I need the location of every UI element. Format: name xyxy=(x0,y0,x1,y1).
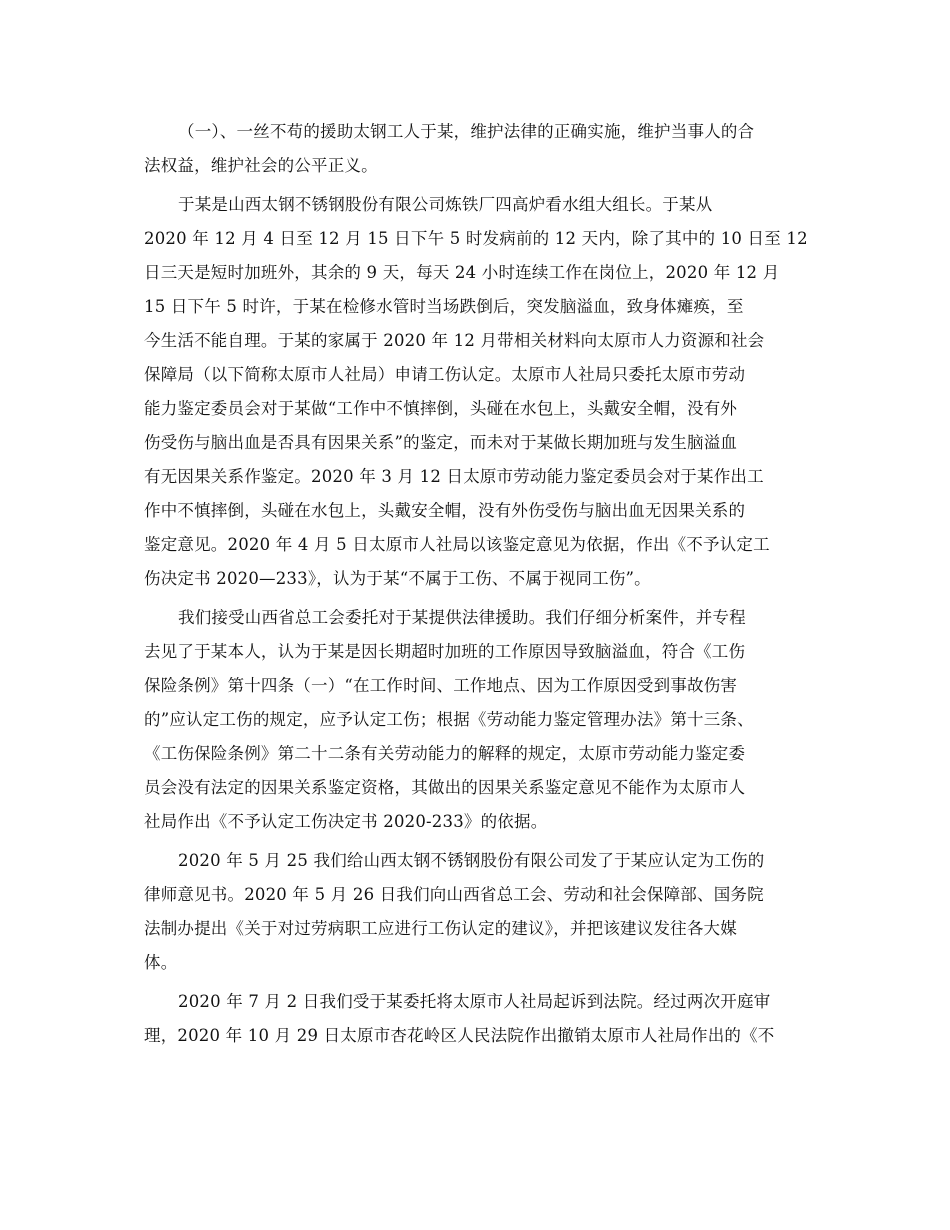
paragraph-3-line-7: 社局作出《不予认定工伤决定书 2020-233》的依据。 xyxy=(144,812,548,831)
paragraph-4-line-1: 2020 年 5 月 25 我们给山西太钢不锈钢股份有限公司发了于某应认定为工伤的 xyxy=(178,851,765,870)
paragraph-2-line-6: 保障局（以下简称太原市人社局）申请工伤认定。太原市人社局只委托太原市劳动 xyxy=(144,365,746,384)
paragraph-4-line-4: 体。 xyxy=(144,953,178,972)
paragraph-2-line-12: 伤决定书 2020—233》，认为于某“不属于工伤、不属于视同工伤”。 xyxy=(144,569,651,588)
paragraph-4-line-3: 法制办提出《关于对过劳病职工应进行工伤认定的建议》，并把该建议发往各大媒 xyxy=(144,919,737,938)
paragraph-2-line-8: 伤受伤与脑出血是否具有因果关系”的鉴定，而未对于某做长期加班与发生脑溢血 xyxy=(144,433,738,452)
paragraph-2-line-11: 鉴定意见。2020 年 4 月 5 日太原市人社局以该鉴定意见为依据，作出《不予认定工 xyxy=(144,535,770,554)
paragraph-2-line-10: 作中不慎摔倒，头碰在水包上，头戴安全帽，没有外伤受伤与脑出血无因果关系的 xyxy=(144,501,746,520)
paragraph-2-line-2: 2020 年 12 月 4 日至 12 月 15 日下午 5 时发病前的 12 天内，除了其中的 10 日至 12 xyxy=(144,229,808,248)
paragraph-3-line-5: 《工伤保险条例》第二十二条有关劳动能力的解释的规定，太原市劳动能力鉴定委 xyxy=(144,744,746,763)
paragraph-3-line-3: 保险条例》第十四条（一）“在工作时间、工作地点、因为工作原因受到事故伤害 xyxy=(144,676,738,695)
paragraph-2-line-9: 有无因果关系作鉴定。2020 年 3 月 12 日太原市劳动能力鉴定委员会对于某作出工 xyxy=(144,467,764,486)
paragraph-3-line-1: 我们接受山西省总工会委托对于某提供法律援助。我们仔细分析案件，并专程 xyxy=(178,608,746,627)
paragraph-2-line-4: 15 日下午 5 时许，于某在检修水管时当场跌倒后，突发脑溢血，致身体瘫痪，至 xyxy=(144,297,744,316)
paragraph-2-line-5: 今生活不能自理。于某的家属于 2020 年 12 月带相关材料向太原市人力资源和社会 xyxy=(144,331,765,350)
paragraph-2-line-7: 能力鉴定委员会对于某做“工作中不慎摔倒，头碰在水包上，头戴安全帽，没有外 xyxy=(144,399,738,418)
paragraph-3-line-4: 的”应认定工伤的规定，应予认定工伤；根据《劳动能力鉴定管理办法》第十三条、 xyxy=(144,710,754,729)
paragraph-3-line-2: 去见了于某本人，认为于某是因长期超时加班的工作原因导致脑溢血，符合《工伤 xyxy=(144,642,746,661)
paragraph-2-line-3: 日三天是短时加班外，其余的 9 天，每天 24 小时连续工作在岗位上，2020 年 12 月 xyxy=(144,263,780,282)
paragraph-2-line-1: 于某是山西太钢不锈钢股份有限公司炼铁厂四高炉看水组大组长。于某从 xyxy=(178,195,713,214)
paragraph-1-line-1: （一）、一丝不苟的援助太钢工人于某，维护法律的正确实施，维护当事人的合 xyxy=(178,122,755,141)
paragraph-5-line-1: 2020 年 7 月 2 日我们受于某委托将太原市人社局起诉到法院。经过两次开庭审 xyxy=(178,992,771,1011)
paragraph-5-line-2: 理，2020 年 10 月 29 日太原市杏花岭区人民法院作出撤销太原市人社局作出的《不 xyxy=(144,1026,775,1045)
paragraph-3-line-6: 员会没有法定的因果关系鉴定资格，其做出的因果关系鉴定意见不能作为太原市人 xyxy=(144,778,746,797)
paragraph-4-line-2: 律师意见书。2020 年 5 月 26 日我们向山西省总工会、劳动和社会保障部、国务院 xyxy=(144,885,764,904)
paragraph-1-line-2: 法权益，维护社会的公平正义。 xyxy=(144,156,378,175)
